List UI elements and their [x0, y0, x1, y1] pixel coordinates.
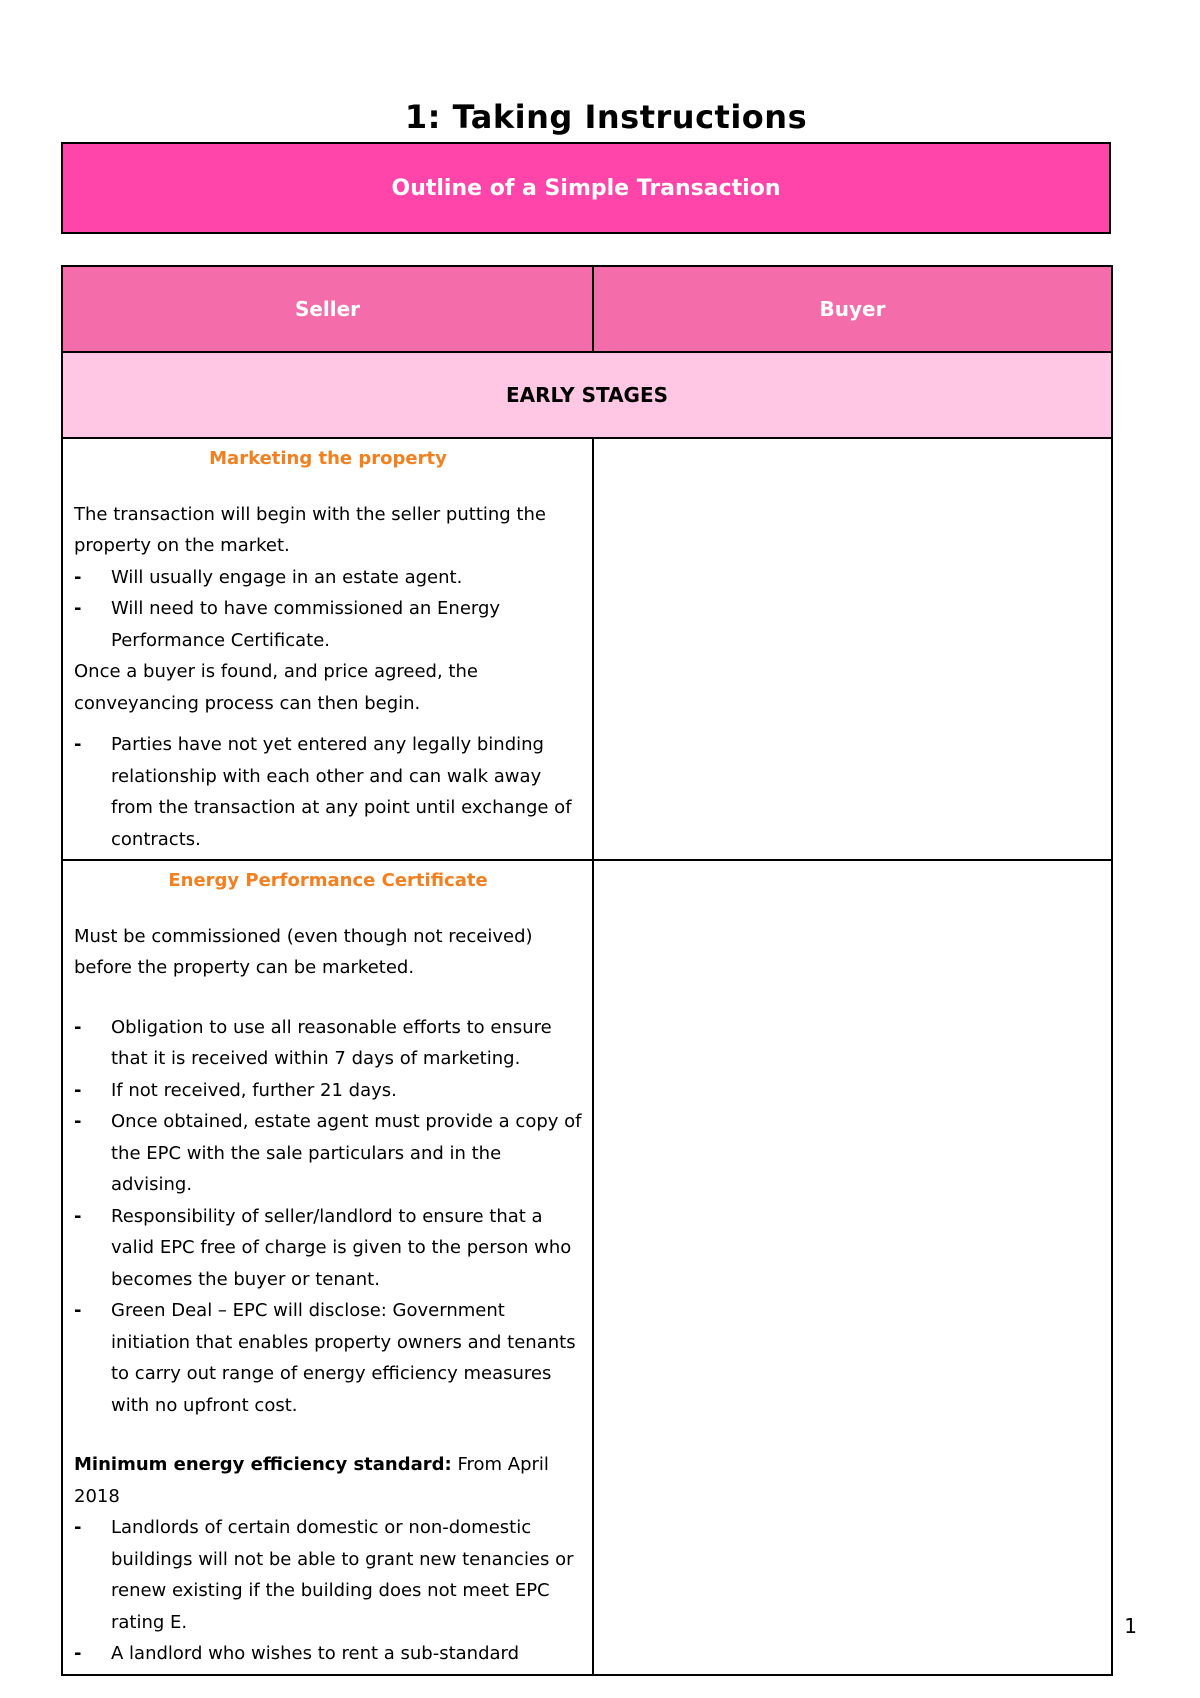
transaction-table [61, 265, 1113, 1676]
section-banner: Outline of a Simple Transaction [61, 142, 1111, 234]
buyer-cell-marketing [593, 438, 1112, 860]
page-title: 1: Taking Instructions [404, 98, 808, 136]
stage-label: EARLY STAGES [62, 352, 1112, 438]
min-standard-label: Minimum energy efficiency standard: [74, 1454, 452, 1475]
header-buyer: Buyer [593, 266, 1112, 352]
marketing-bullets [74, 562, 582, 657]
epc-intro: Must be commissioned (even though not received) before the property can be marketed. [74, 925, 533, 978]
table-row [62, 438, 1112, 860]
list-item: - A landlord who wishes to rent a sub-standard [74, 1638, 582, 1670]
epc-bullets [74, 1012, 582, 1422]
page-number: 1 [1124, 1614, 1137, 1638]
section-title-epc: Energy Performance Certificate [168, 870, 488, 891]
marketing-para: Once a buyer is found, and price agreed, the conveyancing process can then begin. [74, 661, 478, 714]
marketing-bullets-2 [74, 729, 582, 855]
table-row [62, 860, 1112, 1675]
list-item: - Will need to have commissioned an Energy Performance Certificate. [74, 593, 582, 656]
epc-bullets-2 [74, 1512, 582, 1670]
list-item: - Landlords of certain domestic or non-domestic buildings will not be able to grant new tenancies or renew existing if the building does not meet EPC rating E. [74, 1512, 582, 1638]
buyer-cell-epc [593, 860, 1112, 1675]
list-item: - Obligation to use all reasonable efforts to ensure that it is received within 7 days of marketing. [74, 1012, 582, 1075]
table-header-row [62, 266, 1112, 352]
list-item: - Once obtained, estate agent must provide a copy of the EPC with the sale particulars and in the advising. [74, 1106, 582, 1201]
marketing-intro: The transaction will begin with the seller putting the property on the market. [74, 503, 546, 556]
stage-row [62, 352, 1112, 438]
list-item: - Will usually engage in an estate agent. [74, 562, 582, 594]
list-item: - Responsibility of seller/landlord to ensure that a valid EPC free of charge is given to the person who becomes the buyer or tenant. [74, 1201, 582, 1296]
list-item: - If not received, further 21 days. [74, 1075, 582, 1107]
header-seller: Seller [62, 266, 593, 352]
seller-cell-epc [62, 860, 593, 1675]
min-standard-line [74, 1449, 582, 1512]
seller-cell-marketing [62, 438, 593, 860]
list-item: - Parties have not yet entered any legally binding relationship with each other and can walk away from the transaction at any point until exchange of contracts. [74, 729, 582, 855]
min-standard-text: From April 2018 [74, 1454, 549, 1507]
list-item: - Green Deal – EPC will disclose: Government initiation that enables property owners and tenants to carry out range of energy efficiency measures with no upfront cost. [74, 1295, 582, 1421]
section-title-marketing: Marketing the property [209, 448, 447, 469]
